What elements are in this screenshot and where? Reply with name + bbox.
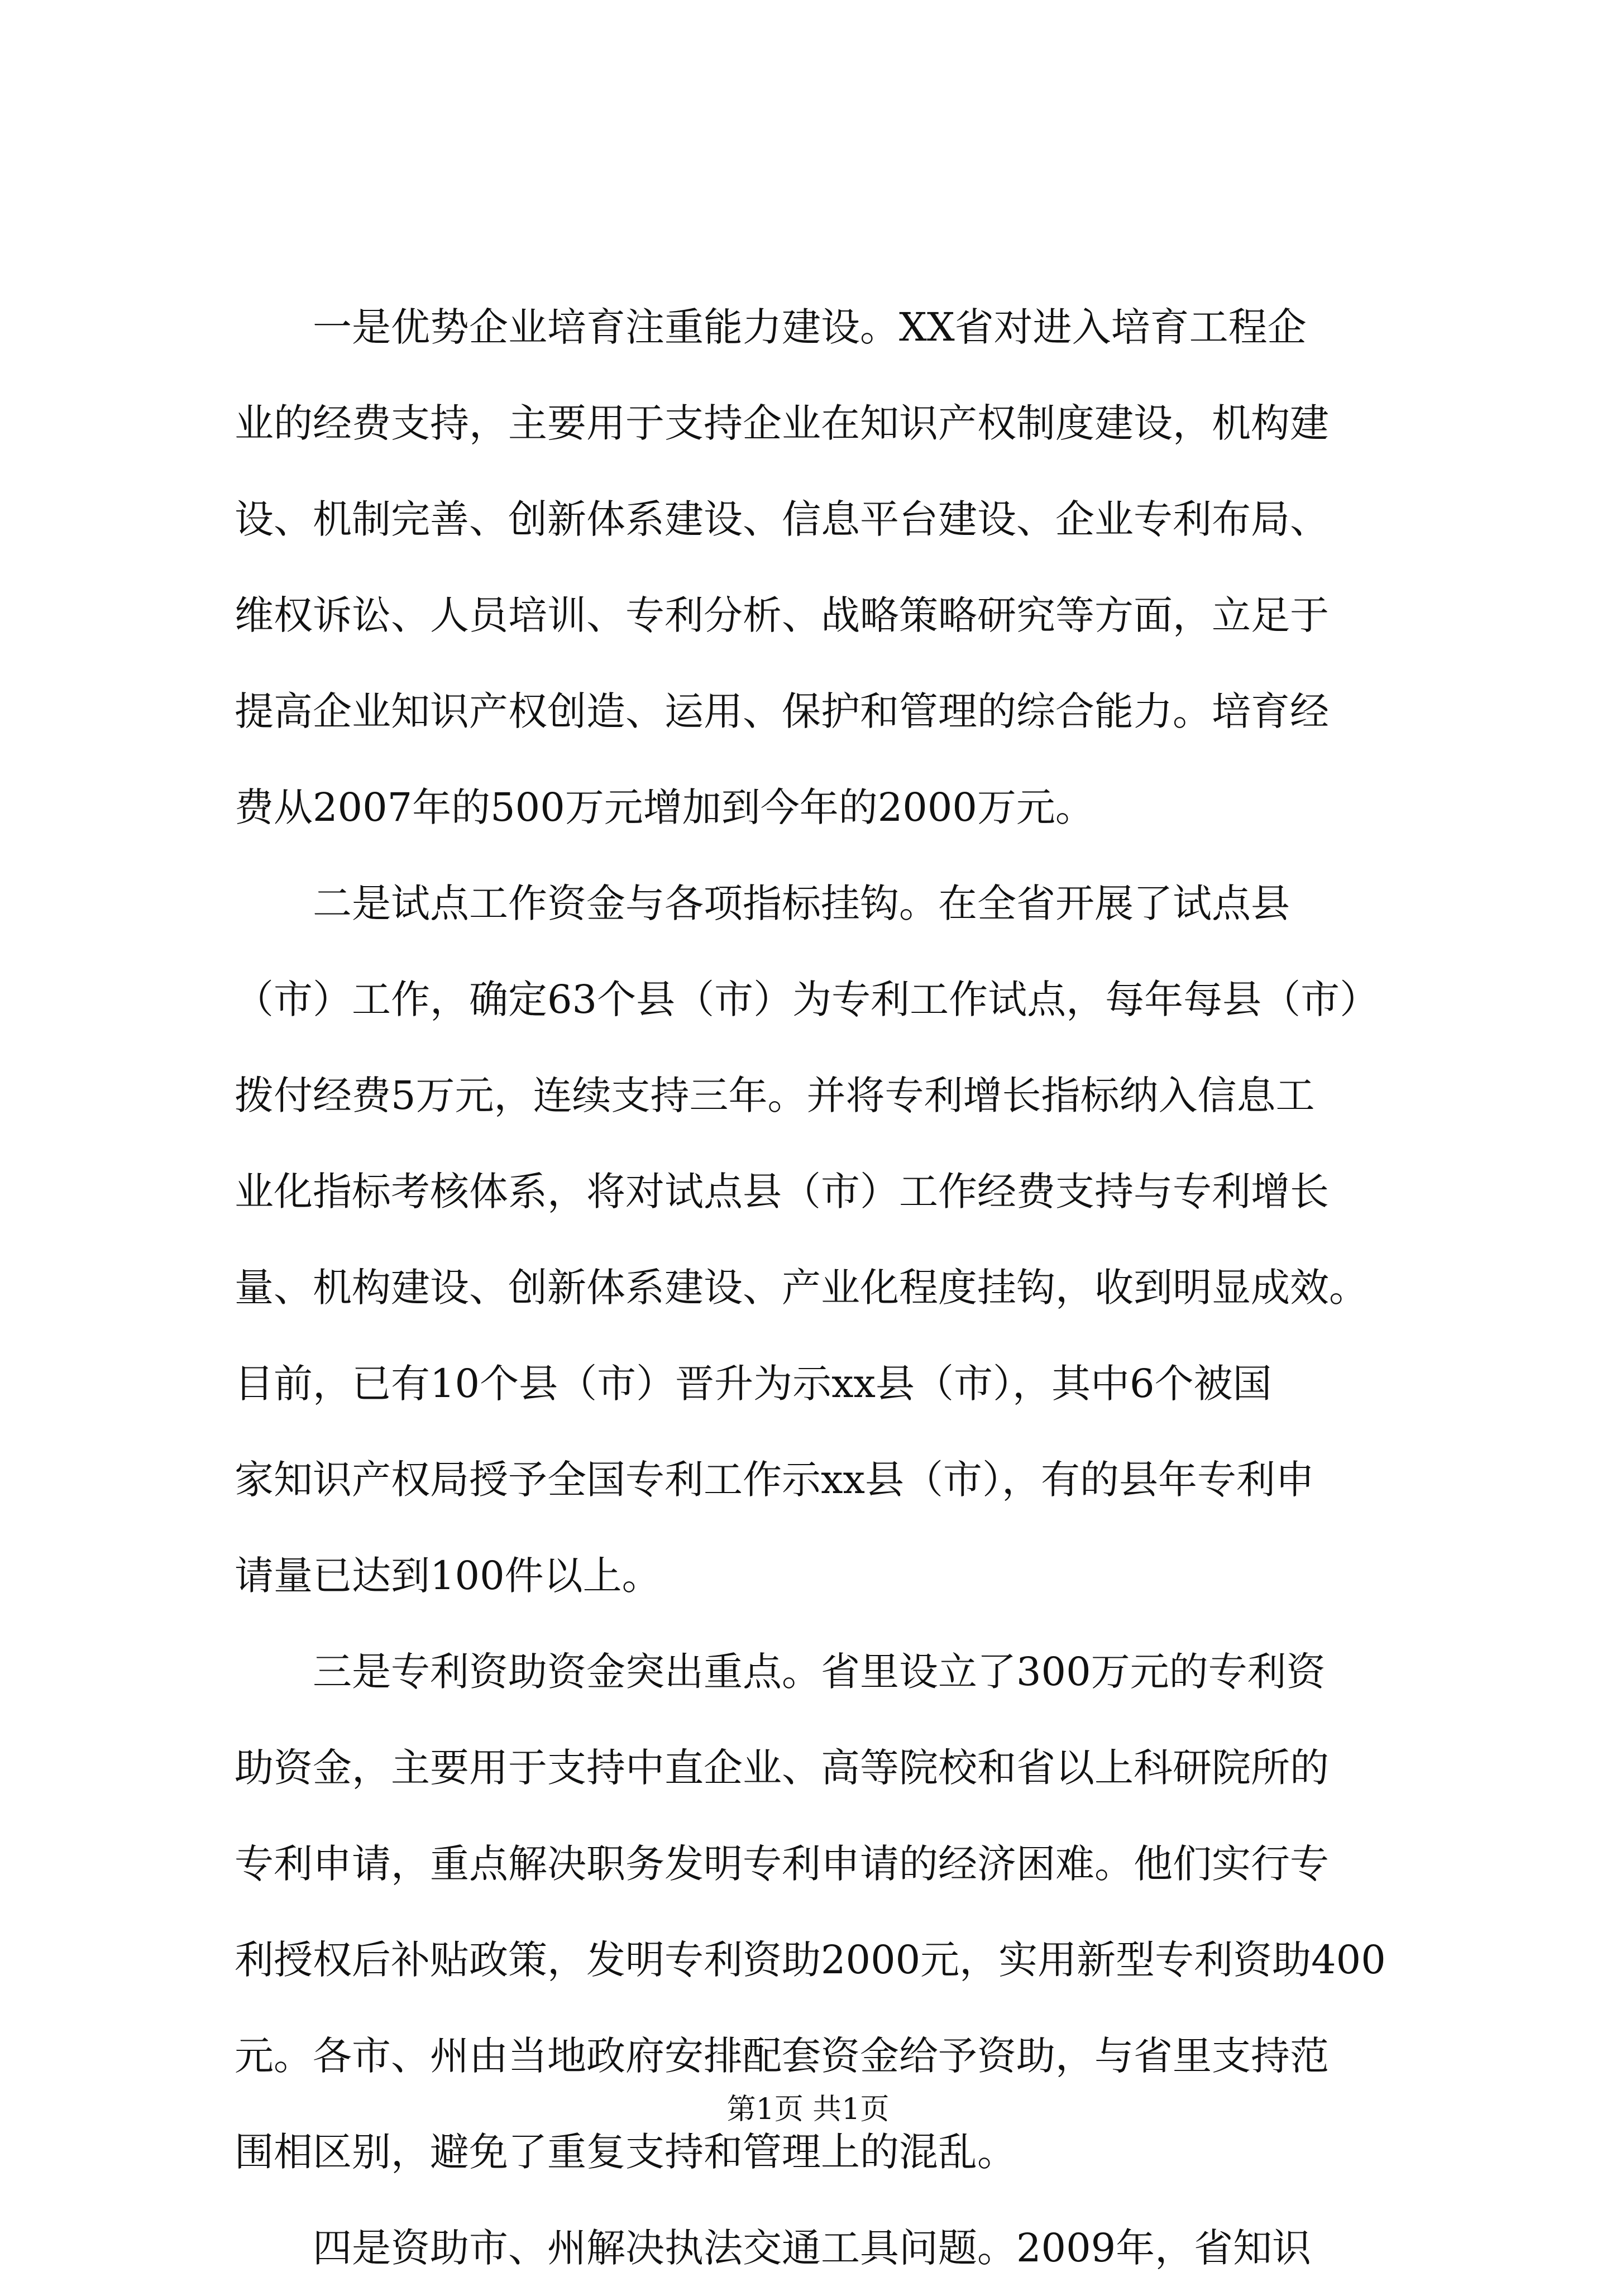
text-line: 维权诉讼、人员培训、专利分析、战略策略研究等方面，立足于 — [235, 592, 1329, 638]
text-line: 二是试点工作资金与各项指标挂钩。在全省开展了试点县 — [313, 881, 1290, 926]
text-line: 拨付经费5万元，连续支持三年。并将专利增长指标纳入信息工 — [235, 1073, 1315, 1118]
text-line: 业的经费支持，主要用于支持企业在知识产权制度建设，机构建 — [235, 400, 1329, 446]
text-line: 助资金，主要用于支持中直企业、高等院校和省以上科研院所的 — [235, 1745, 1329, 1791]
text-line: 费从2007年的500万元增加到今年的2000万元。 — [235, 785, 1094, 830]
text-line: 设、机制完善、创新体系建设、信息平台建设、企业专利布局、 — [235, 496, 1329, 542]
text-line: 围相区别，避免了重复支持和管理上的混乱。 — [235, 2129, 1016, 2175]
text-line: 四是资助市、州解决执法交通工具问题。2009年，省知识 — [313, 2225, 1312, 2271]
text-line: （市）工作，确定63个县（市）为专利工作试点，每年每县（市） — [235, 977, 1379, 1022]
text-line: 家知识产权局授予全国专利工作示xx县（市），有的县年专利申 — [235, 1457, 1314, 1503]
text-line: 三是专利资助资金突出重点。省里设立了300万元的专利资 — [313, 1649, 1326, 1695]
text-line: 一是优势企业培育注重能力建设。XX省对进入培育工程企 — [313, 304, 1307, 350]
page-number-label: 第1页 共1页 — [726, 2093, 890, 2126]
text-line: 量、机构建设、创新体系建设、产业化程度挂钩，收到明显成效。 — [235, 1265, 1368, 1310]
text-line: 利授权后补贴政策，发明专利资助2000元，实用新型专利资助400 — [235, 1937, 1386, 1983]
text-line: 目前，已有10个县（市）晋升为示xx县（市），其中6个被国 — [235, 1361, 1272, 1407]
text-line: 提高企业知识产权创造、运用、保护和管理的综合能力。培育经 — [235, 688, 1329, 734]
text-line: 专利申请，重点解决职务发明专利申请的经济困难。他们实行专 — [235, 1841, 1329, 1887]
text-line: 元。各市、州由当地政府安排配套资金给予资助，与省里支持范 — [235, 2033, 1329, 2079]
text-line: 业化指标考核体系，将对试点县（市）工作经费支持与专利增长 — [235, 1169, 1329, 1214]
page-footer — [0, 2087, 1616, 2132]
text-line: 请量已达到100件以上。 — [235, 1553, 661, 1599]
document-body — [235, 279, 1413, 2296]
